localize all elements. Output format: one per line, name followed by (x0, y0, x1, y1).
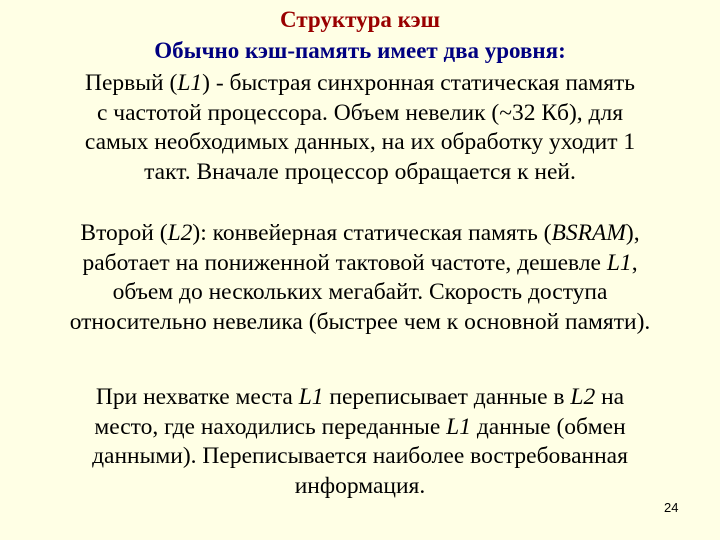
paragraph-line: работает на пониженной тактовой частоте, дешевле L1, (82, 249, 638, 276)
slide-subtitle: Обычно кэш-память имеет два уровня: (154, 38, 566, 63)
paragraph-line: объем до нескольких мегабайт. Скорость доступа (112, 279, 608, 305)
paragraph-line: информация. (294, 472, 426, 499)
slide-title: Структура кэш (280, 7, 440, 32)
paragraph-line: Первый (L1) - быстрая синхронная статическая память (84, 70, 636, 96)
paragraph-line: самых необходимых данных, на их обработку уходит 1 (84, 129, 636, 155)
paragraph-line: При нехватке места L1 переписывает данные в L2 на (95, 384, 625, 410)
paragraph-l1-cache (0, 69, 720, 187)
paragraph-line: Второй (L2): конвейерная статическая память (BSRAM), (80, 220, 640, 246)
page-number: 24 (664, 500, 679, 515)
paragraph-line: относительно невелика (быстрее чем к основной памяти). (69, 308, 651, 335)
paragraph-line: данными). Переписывается наиболее востребованная (92, 443, 628, 469)
paragraph-line: с частотой процессора. Объем невелик (~32 Кб), для (96, 99, 624, 126)
paragraph-data-exchange (0, 383, 720, 501)
paragraph-l2-cache (0, 219, 720, 337)
paragraph-line: место, где находились переданные L1 данные (обмен (94, 413, 626, 440)
paragraph-line: такт. Вначале процессор обращается к ней. (144, 158, 576, 185)
